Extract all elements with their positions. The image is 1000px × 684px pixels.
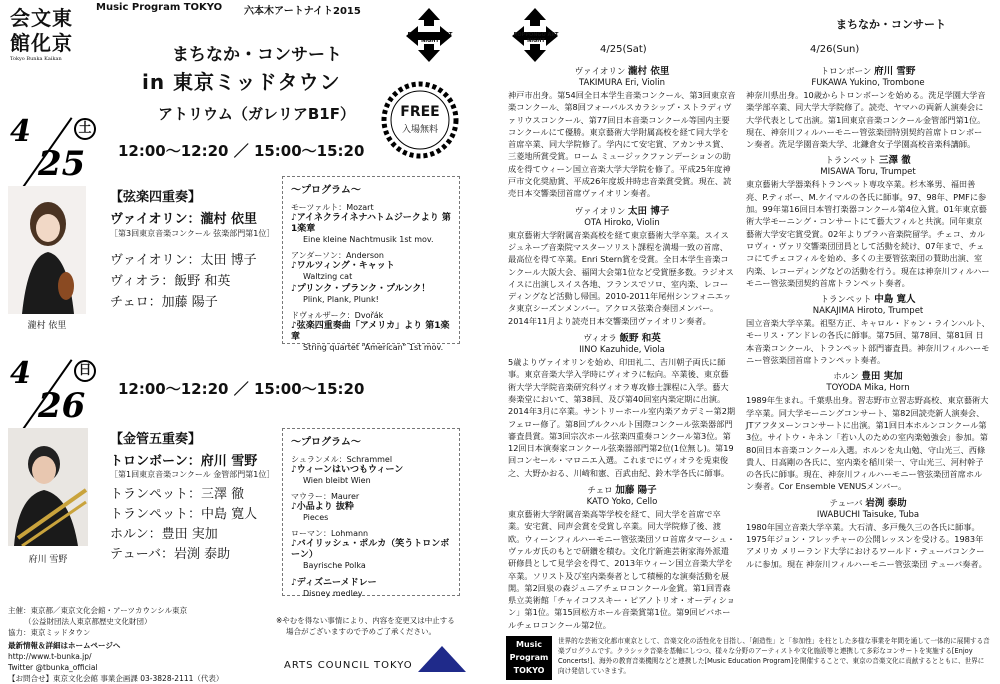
badge-text: ROPPONGO ART NIGHT [407,32,453,44]
violinist-photo [8,186,86,314]
roppongi-art-night-badge-2 [510,6,560,56]
label-line: Program [509,653,549,662]
program-piece-sub: Waltzing cat [303,272,353,281]
sponsor-line: （公益財団法人東京都歴史文化財団） [24,617,152,626]
program-piece-sub: Plink, Plank, Plunk! [303,295,379,304]
bio-roman: TAKIMURA Eri, Violin [579,78,665,88]
website-link[interactable]: http://www.t-bunka.jp/ [8,652,92,661]
twitter-link[interactable]: Twitter @tbunka_official [8,663,98,672]
roppongi-art-night-badge [404,6,454,56]
program-piece-sub: Disney medley [303,589,363,598]
program-piece: ♪小品より 抜粋 [291,502,354,512]
bio-name: 加藤 陽子 [615,485,657,497]
day1-program-box [282,176,460,352]
label-line: Music [516,640,542,649]
bio-name: 瀧村 依里 [628,66,670,77]
sponsor-line: 主催：東京都／東京文化会館・アーツカウンシル東京 [8,606,188,615]
change-notice [276,615,455,637]
day2-dow: 日 [74,360,96,382]
program-piece-sub: Wien bleibt Wien [303,476,371,485]
bio-roman: TOYODA Mika, Horn [826,383,910,394]
bio-text: 東京藝術大学器楽科トランペット専攻卒業。杉木峯男、福田善亮、P.ティボー、M.ケイマルの各氏に師事。97、98年、PMFに参加。99年第16回日本管打楽器コンクール第4位入賞。01年東京藝術大学モーニング・コンサートにて藝大フィルと共演。同年東京藝術大学安宅賞受賞。02年よりプラハ音楽院留学。チェコ、カルロヴィ・ヴァリ交響楽団団員として活動を続け、07年まで、チェコにてチェコフィルを始め、多くの主要管弦楽団の賛助出演、室内楽、レコーディングなどの活動を行う。現在は神奈川フィルハーモニー管弦楽団契約首席トランペット奏者。 [746,179,990,288]
series-title: まちなか・コンサート [172,45,342,65]
program-piece: ♪ワルツィング・キャット [291,261,395,271]
arts-council-logo-text: ARTS COUNCIL TOKYO [284,660,413,671]
day1-members [110,250,257,313]
program-title: 〜プログラム〜 [291,437,361,448]
day2-members [110,485,257,565]
free-entry-seal [380,80,460,160]
right-series-title: まちなか・コンサート [836,18,946,31]
bio-block [746,498,990,570]
program-piece: ♪バイリッシュ・ポルカ（笑うトロンボーン） [291,539,450,560]
bio-block [746,294,990,366]
program-composer: シュランメル：Schrammel [291,455,393,464]
right-date2: 4/26(Sun) [810,44,860,55]
program-piece: ♪弦楽四重奏曲「アメリカ」より 第1楽章 [291,321,450,342]
bio-roman: NAKAJIMA Hiroto, Trumpet [812,306,924,317]
bio-name: 府川 雪野 [874,66,916,77]
tokyo-bunka-kaikan-logo [10,6,78,64]
bio-name: 豊田 実加 [861,371,903,383]
bio-text: 国立音楽大学卒業。祖堅方正、キャロル・ドゥン・ラインハルト、モーリス・アンドレの各氏に師事。第75回、第78回、第81回 日本音楽コンクール、トランペット部門審査員。神奈川フィルハーモニー管弦楽団首席トランペット奏者。 [746,318,990,366]
bio-roman: KATO Yoko, Cello [586,497,658,508]
bio-name: 飯野 和英 [619,333,661,345]
program-piece-sub: String quartet “American” 1st mov. [303,343,444,352]
day2-day: 26 [38,386,86,426]
day1-member: チェロ：加藤 陽子 [110,295,218,310]
program-piece-sub: Bayrische Polka [303,561,366,570]
day1-lead: ヴァイオリン：瀧村 依里 [110,212,258,227]
day2-member: トランペット：三澤 徹 [110,487,245,502]
label-line: TOKYO [513,666,545,675]
bio-roman: FUKAWA Yukino, Trombone [811,78,925,88]
inquiry-line: 【お問合せ】東京文化会館 事業企画課 03-3828-2111（代表） [8,674,224,683]
logo-text: 会文東館化京 [10,6,73,55]
program-composer: マウラー：Maurer [291,492,360,501]
day2-member: ホルン：豊田 実加 [110,527,218,542]
day1-lead-note: ［第3回東京音楽コンクール 弦楽部門第1位］ [110,229,275,238]
badge-text-2: ROPPONGO ART NIGHT [513,32,559,44]
program-piece: ♪ウィーンはいつもウィーン [291,465,404,475]
venue-line2: アトリウム（ガレリアB1F） [158,105,355,123]
day2-ensemble: 【金管五重奏】 [110,432,202,447]
program-piece: ♪プリンク・プランク・プルンク！ [291,284,431,294]
day2-lead-note: ［第1回東京音楽コンクール 金管部門第1位］ [110,470,275,479]
program-composer: モーツァルト：Mozart [291,203,374,212]
bio-name: 太田 博子 [628,205,670,217]
bio-role: テューバ [829,498,863,509]
bio-block [746,66,990,150]
bio-roman: IINO Kazuhide, Viola [579,345,665,356]
bio-roman: MISAWA Toru, Trumpet [820,167,916,178]
day2-month: 4 [10,356,31,391]
program-description: 世界的な芸術文化都市東京として、音楽文化の活性化を目指し、「創造性」と「参加性」を柱とした多様な事業を年間を通して一体的に展開する音楽プログラムです。クラシック音楽を基軸にしつつ、様々な分野のアーティストや文化施設等と連携して多彩なコンサートを実施する[Enjoy Concerts!]、海外の教育音楽機関などと連携した[Music Education Program]を開催することで、東京の音楽文化に貢献するとともに、世界に向け発信していきます。 [558,637,990,675]
day1-member: ヴァイオリン：太田 博子 [110,253,257,268]
bio-name: 三澤 徹 [878,155,911,167]
bio-role: チェロ [587,486,613,497]
bio-block [508,333,736,479]
day2-photo-caption: 府川 雪野 [28,555,68,565]
program-composer: ローマン：Lohmann [291,529,369,538]
program-piece-sub: Eine kleine Nachtmusik 1st mov. [303,235,434,244]
bio-roman: IWABUCHI Taisuke, Tuba [816,509,920,520]
notice-line: 場合がございますので予めご了承ください。 [286,627,436,636]
free-label: FREE [400,104,440,120]
bio-block [746,371,990,492]
bio-block [508,66,736,200]
program-piece-sub: Pieces [303,513,329,522]
program-composer: ドヴォルザーク：Dvořák [291,311,384,320]
bio-text: 1980年国立音楽大学卒業。大石清、多戸幾久三の各氏に師事。1975年ジョン・フレッチャーの公開レッスンを受ける。1983年アメリカ メリーランド大学におけるワールド・テューバコンクールに参加。現在 神奈川フィルハーモニー管弦楽団 テューバ奏者。 [746,521,987,569]
day1-ensemble: 【弦楽四重奏】 [110,190,202,205]
day2-member: トランペット：中島 寛人 [110,507,258,522]
logo-sub: Tokyo Bunka Kaikan [10,56,62,62]
bio-column-left [508,66,736,631]
day2-lead: トロンボーン：府川 雪野 [110,454,258,469]
trombonist-photo [8,428,88,546]
program-label: Music Program TOKYO [96,2,223,13]
sponsor-line: 協力：東京ミッドタウン [8,628,91,637]
day1-times: 12:00〜12:20 ／ 15:00〜15:20 [118,142,365,160]
day1-photo-caption: 瀧村 依里 [27,321,67,331]
free-sub: 入場無料 [401,125,438,135]
bio-text: 東京藝術大学附属音楽高校を経て東京藝術大学卒業。スイスジュネーブ音楽院マスターソリスト課程を満場一致の首席、最高位を得て卒業。Enri Stern賞を受賞。全日本学生音楽コンクール大阪大会、福岡大会第1位など受賞歴多数。ラジオスイスに出演しスイス各地、フランスでソロ、室内楽、レコーディングなど活動し帰国。2010-2011年尾州シンフォニエッタ東京シーズンメンバー。アクロス弦楽合奏団メンバー。2014年11月より読売日本交響楽団ヴァイオリン奏者。 [508,229,734,326]
bio-role: ホルン [833,372,859,383]
bio-text: 神戸市出身。第54回全日本学生音楽コンクール、第3回東京音楽コンクール、第8回フォーバルスカラシップ・ストラディヴァリウスコンクール、第77回日本音楽コンクール等国内主要コンクールにて優勝。東京藝術大学附属高校を経て同大学を首席卒業、同大学院修了。学内にて安宅賞、アカンサス賞、三菱地所賞受賞。ローム ミュージックファンデーションの助成を得てウィーン国立音楽大学大学院を修了。平成25年度神戸市文化奨励賞、平成26年度坂井時忠音楽賞受賞。現在、読売日本交響楽団首席ヴァイオリン奏者。 [508,90,736,199]
program-piece: ♪アイネクライネナハトムジークより 第1楽章 [291,213,451,234]
bio-roman: OTA Hiroko, Violin [584,217,660,228]
music-program-tokyo-label [506,636,552,680]
bio-role: トランペット [825,156,877,167]
bio-role: トランペット [820,295,872,306]
contact-info [8,640,223,684]
date-badge-day2 [8,356,104,428]
bio-text: 5歳よりヴァイオリンを始め、印田礼二、吉川朝子両氏に師事。東京音楽大学入学時にヴィオラに転向。卒業後、東京藝術大学大学院音楽研究科ヴィオラ専攻修士課程に入学。藝大奏楽堂において、第38回、及び第40回室内楽定期に出演。2014年3月に卒業。サントリーホール室内楽アカデミー第2期フェロー修了。第8回ブルクハルト国際コンクール弦楽器部門審査員賞。第3回宗次ホール弦楽四重奏コンクール第3位。第12回日本演奏家コンクール弦楽器部門第2位(1位無し)。第19回コンセール・マロニエ入選。これまでにヴィオラを兎束俊之、大野かおる、川崎和憲、百武由紀、鈴木学各氏に師事。 [508,357,736,478]
bio-block [746,155,990,289]
info-line: 最新情報＆詳細はホームページへ [8,641,121,650]
day1-dow: 土 [74,118,96,140]
bio-block [508,485,736,631]
sponsor-credits [8,605,187,638]
notice-line: ※やむを得ない事情により、内容を変更又は中止する [276,616,455,625]
day2-times: 12:00〜12:20 ／ 15:00〜15:20 [118,380,365,398]
venue-line1: in 東京ミッドタウン [142,70,341,94]
day2-member: テューバ：岩渕 泰助 [110,547,231,562]
day2-program-box [282,428,460,596]
bio-role: ヴァイオリン [574,206,626,217]
event-name: 六本木アートナイト2015 [244,6,361,17]
bio-role: ヴィオラ [583,334,617,345]
bio-text: 1989年生まれ。千葉県出身。習志野市立習志野高校、東京藝術大学卒業。同大学モーニングコンサート、第82回読売新人演奏会、JTアフタヌーンコンサートに出演。第1回日本ホルンコンクール第3位。サイトウ・キネン「若い人のための室内楽勉強会」参加。第80回日本音楽コンクール入選。ホルンを丸山勉、守山光三、西條貴人、日高剛の各氏に、室内楽を稲川栄一、守山光三、河村幹子の各氏に師事。現在、神奈川フィルハーモニー管弦楽団首席ホルン奏者。Cor Ensemble VENUSメンバー。 [746,395,989,492]
day1-day: 25 [38,144,86,184]
bio-text: 神奈川県出身。10歳からトロンボーンを始める。洗足学園大学音楽学部卒業、同大学大学院修了。読売、ヤマハの両新人演奏会に大学代表として出演。第1回東京音楽コンクール金管部門第1位。現在、神奈川フィルハーモニー管弦楽団特別契約首席トロンボーン奏者。洗足学園音楽大学、北鎌倉女子学園高校音楽科講師。 [746,90,986,150]
date-badge-day1 [8,114,104,186]
bio-role: ヴァイオリン [574,67,626,77]
bio-name: 中島 寛人 [874,294,916,306]
right-date1: 4/25(Sat) [600,44,647,55]
day1-month: 4 [10,114,31,149]
program-piece: ♪ディズニーメドレー [291,578,377,588]
arts-council-triangle-icon [418,646,466,676]
bio-role: トロンボーン [820,67,872,77]
bio-block [508,206,736,327]
bio-name: 岩渕 泰助 [865,497,907,509]
bio-column-right [746,66,990,570]
program-title: 〜プログラム〜 [291,185,361,196]
day1-member: ヴィオラ：飯野 和英 [110,274,231,289]
bio-text: 東京藝術大学附属音楽高等学校を経て、同大学を首席で卒業。安宅賞、同声会賞を受賞し卒業。同大学院修了後、渡欧。ウィーンフィルハーモニー管弦楽団ソロ首席タマーシュ・ヴァルガ氏のもとで研鑽を積む。文化庁新進芸術家海外派遣研修員として見学会を得て、2013年ウィーン国立音楽大学を卒業。ソリスト及び室内楽奏者として積極的な演奏活動を展開。第2回泉の森ジュニアチェロコンクール金賞。第1回青森県立美術館「チャイコフスキー・ピアノトリオ・オーディション」第1位。第15回松方ホール音楽賞第1位。第9回ビバホールチェロコンクール第2位。 [508,509,736,630]
program-composer: アンダーソン：Anderson [291,251,385,260]
